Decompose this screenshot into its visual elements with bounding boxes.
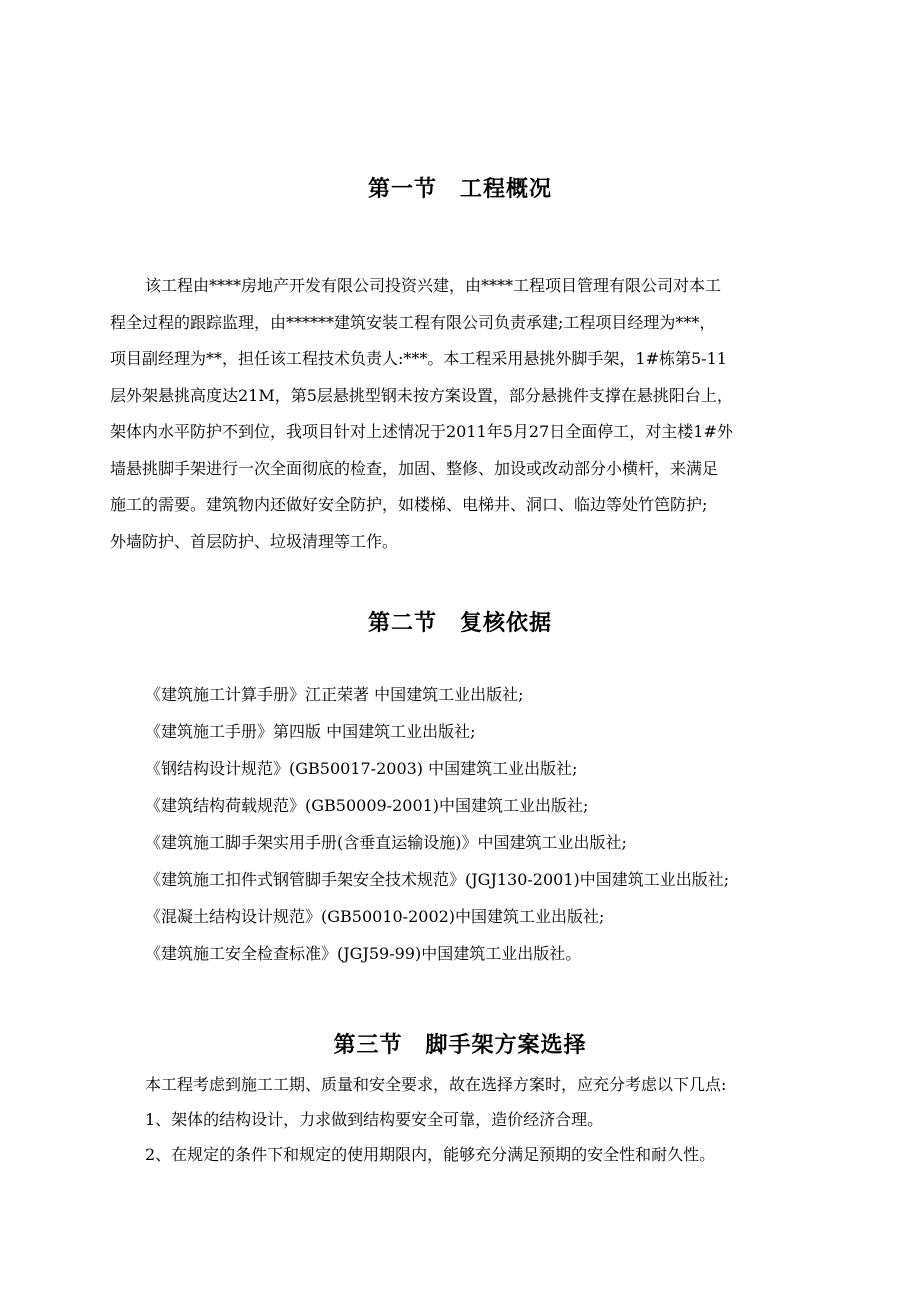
reference-item: 《建筑施工手册》第四版 中国建筑工业出版社; [145, 722, 476, 741]
section-1-paragraph-line: 项目副经理为**，担任该工程技术负责人:***。本工程采用悬挑外脚手架，1#栋第5-11 [110, 349, 727, 368]
reference-item: 《建筑施工脚手架实用手册(含垂直运输设施)》中国建筑工业出版社; [145, 833, 627, 852]
reference-item: 《钢结构设计规范》(GB50017-2003) 中国建筑工业出版社; [145, 759, 578, 778]
section-1-paragraph-line: 施工的需要。建筑物内还做好安全防护，如楼梯、电梯井、洞口、临边等处竹笆防护; [110, 495, 708, 514]
section-3-line: 1、架体的结构设计，力求做到结构要安全可靠，造价经济合理。 [145, 1110, 604, 1129]
reference-item: 《建筑施工扣件式钢管脚手架安全技术规范》(JGJ130-2001)中国建筑工业出版社; [145, 870, 730, 889]
section-1-paragraph-line: 墙悬挑脚手架进行一次全面彻底的检查，加固、整修、加设或改动部分小横杆，来满足 [110, 459, 719, 478]
reference-item: 《建筑施工安全检查标准》(JGJ59-99)中国建筑工业出版社。 [145, 944, 582, 963]
reference-item: 《混凝土结构设计规范》(GB50010-2002)中国建筑工业出版社; [145, 907, 605, 926]
section-1-paragraph-line: 外墙防护、首层防护、垃圾清理等工作。 [110, 532, 399, 551]
section-1-heading: 第一节 工程概况 [367, 176, 552, 202]
reference-item: 《建筑结构荷载规范》(GB50009-2001)中国建筑工业出版社; [145, 796, 589, 815]
section-1-paragraph-line: 层外架悬挑高度达21M，第5层悬挑型钢未按方案设置，部分悬挑件支撑在悬挑阳台上， [110, 386, 733, 405]
section-3-heading: 第三节 脚手架方案选择 [333, 1032, 587, 1058]
section-1-paragraph-line: 该工程由****房地产开发有限公司投资兴建，由****工程项目管理有限公司对本工 [145, 276, 722, 295]
section-2-heading: 第二节 复核依据 [367, 610, 552, 636]
section-3-line: 本工程考虑到施工工期、质量和安全要求，故在选择方案时，应充分考虑以下几点: [145, 1075, 727, 1094]
section-1-paragraph-line: 架体内水平防护不到位，我项目针对上述情况于2011年5月27日全面停工，对主楼1#外 [110, 422, 733, 441]
section-1-paragraph-line: 程全过程的跟踪监理，由******建筑安装工程有限公司负责承建;工程项目经理为***， [110, 313, 716, 332]
section-3-line: 2、在规定的条件下和规定的使用期限内，能够充分满足预期的安全性和耐久性。 [145, 1145, 716, 1164]
reference-item: 《建筑施工计算手册》江正荣著 中国建筑工业出版社; [145, 685, 524, 704]
